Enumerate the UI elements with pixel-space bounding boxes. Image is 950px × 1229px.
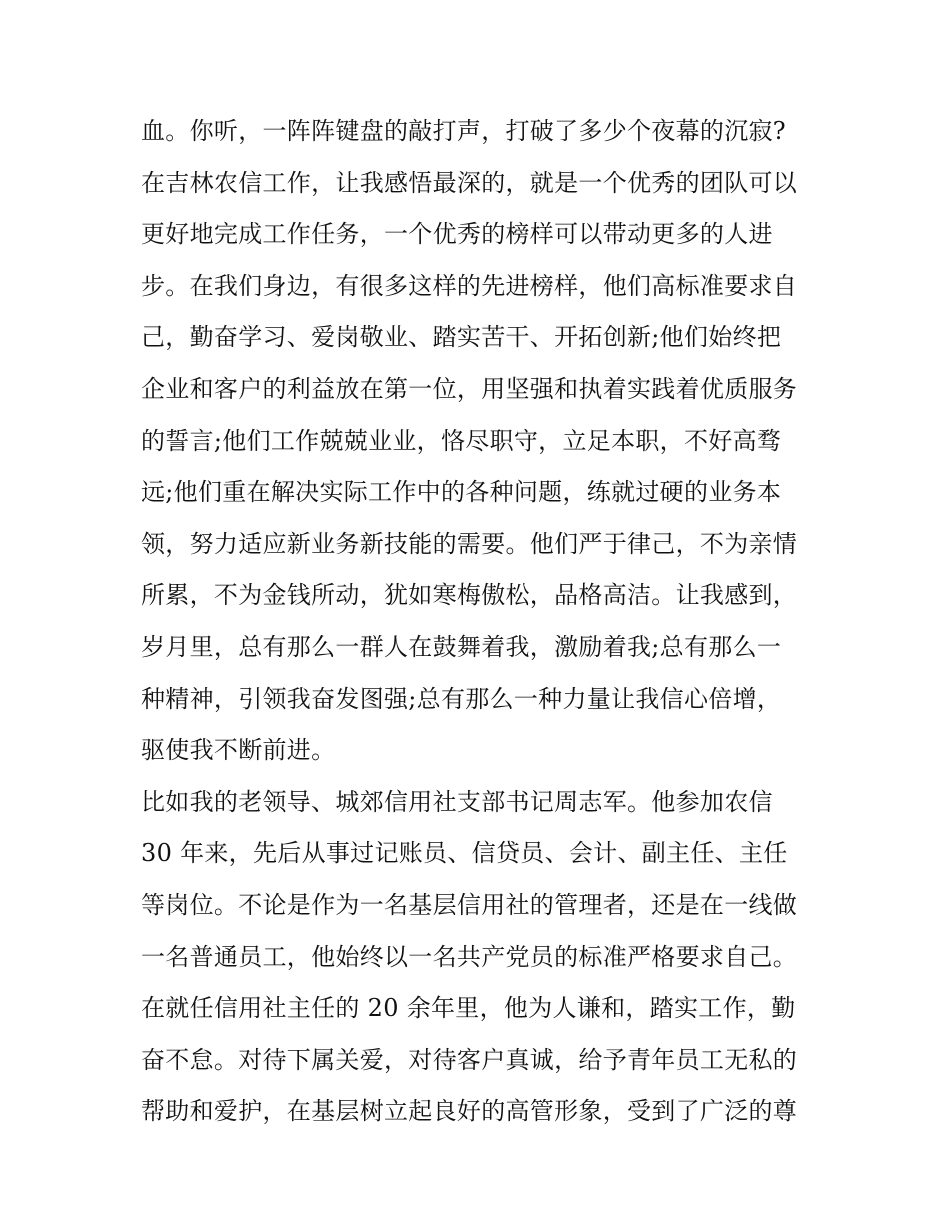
- text-line: 比如我的老领导、城郊信用社支部书记周志军。他参加农信: [141, 787, 773, 816]
- text-line: 30 年来，先后从事过记账员、信贷员、会计、副主任、主任: [141, 839, 788, 868]
- body-text: [141, 106, 821, 1138]
- text-line: 帮助和爱护，在基层树立起良好的高管形象，受到了广泛的尊: [141, 1097, 798, 1126]
- text-line: 企业和客户的利益放在第一位，用坚强和执着实践着优质服务: [141, 374, 798, 403]
- text-line: 种精神，引领我奋发图强;总有那么一种力量让我信心倍增，: [141, 684, 782, 713]
- text-line: 岁月里，总有那么一群人在鼓舞着我，激励着我;总有那么一: [141, 632, 782, 661]
- text-line: 远;他们重在解决实际工作中的各种问题，练就过硬的业务本: [141, 478, 782, 507]
- text-line: 的誓言;他们工作兢兢业业，恪尽职守，立足本职，不好高骛: [141, 426, 782, 455]
- text-line: 一名普通员工，他始终以一名共产党员的标准严格要求自己。: [141, 942, 798, 971]
- text-line: 在吉林农信工作，让我感悟最深的，就是一个优秀的团队可以: [141, 168, 798, 197]
- text-line: 在就任信用社主任的 20 余年里，他为人谦和，踏实工作，勤: [141, 994, 796, 1023]
- text-line: 己，勤奋学习、爱岗敬业、踏实苦干、开拓创新;他们始终把: [141, 323, 782, 352]
- text-line: 领，努力适应新业务新技能的需要。他们严于律己，不为亲情: [141, 529, 798, 558]
- text-line: 等岗位。不论是作为一名基层信用社的管理者，还是在一线做: [141, 890, 798, 919]
- text-line: 更好地完成工作任务，一个优秀的榜样可以带动更多的人进: [141, 220, 773, 249]
- text-line: 奋不怠。对待下属关爱，对待客户真诚，给予青年员工无私的: [141, 1045, 798, 1074]
- text-line: 所累，不为金钱所动，犹如寒梅傲松，品格高洁。让我感到，: [141, 581, 798, 610]
- text-line: 驱使我不断前进。: [141, 736, 336, 765]
- text-line: 步。在我们身边，有很多这样的先进榜样，他们高标准要求自: [141, 271, 798, 300]
- text-line: 血。你听，一阵阵键盘的敲打声，打破了多少个夜幕的沉寂?: [141, 117, 786, 145]
